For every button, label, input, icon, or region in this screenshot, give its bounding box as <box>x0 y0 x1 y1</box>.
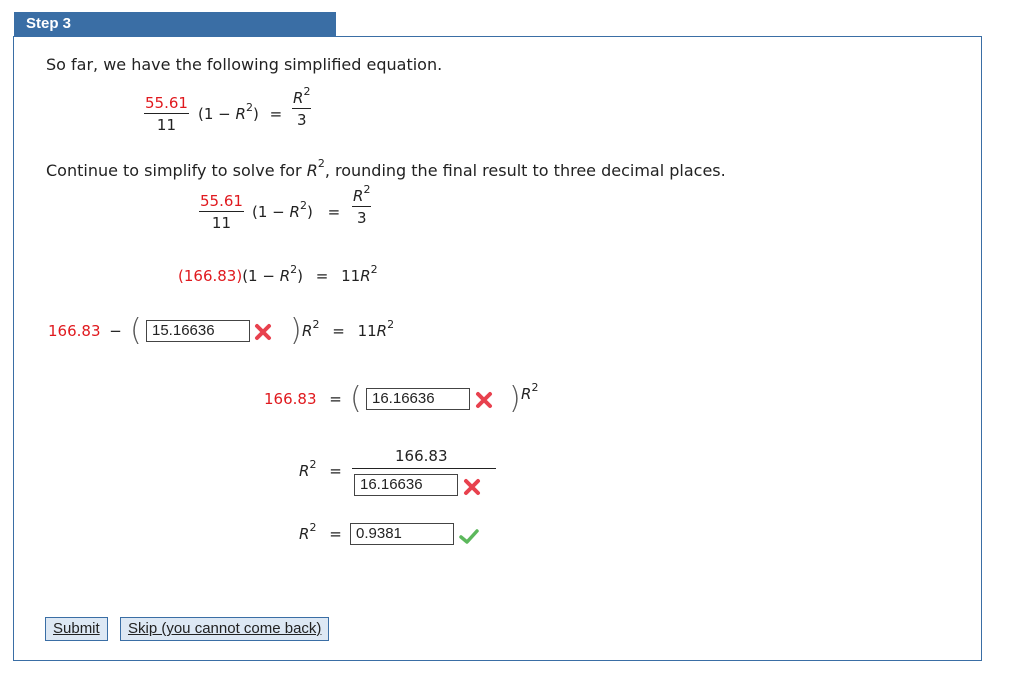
answer-input-4[interactable]: 0.9381 <box>350 523 454 545</box>
factor-expression: $(1 - R^2)$ = <box>198 101 283 123</box>
fraction-denominator: 11 <box>156 116 177 134</box>
intro-text: So far, we have the following simplified equation. <box>46 55 443 74</box>
skip-button[interactable]: Skip (you cannot come back) <box>120 617 329 641</box>
fraction-bar <box>352 468 496 469</box>
right-paren: ) <box>509 381 521 416</box>
factor-expression: $(1 - R^2)$ = <box>252 199 341 221</box>
lhs-value: 166.83 <box>264 390 317 408</box>
left-paren: ( <box>130 313 142 348</box>
step-header: Step 3 <box>14 12 336 36</box>
answer-input-3[interactable]: 16.16636 <box>354 474 458 496</box>
lhs-value: 166.83 <box>48 322 101 340</box>
step-panel: So far, we have the following simplified equation. 55.61 11 $(1 - R^2)$ = $R^2$ 3 Continue to simplify to solve for $R^2$, rounding the final result to three decimal places. 55.61 11 $(1 - R^2)$ = $R^2$ 3 $(166.83)(1 - R^2) = 11R^2$ 166.83 − ( 15.16636 ) $R^2 = 11R^2$ 166.83 = ( 16.16636 ) $R^2$ $R^2$ = 166.83 16.16636 $R^2$ = 0.9381 <box>13 36 982 661</box>
check-mark-icon <box>458 527 480 545</box>
submit-button[interactable]: Submit <box>45 617 108 641</box>
numerator-value: 166.83 <box>395 447 448 465</box>
fraction-numerator: 55.61 <box>145 94 188 112</box>
instruction-text: Continue to simplify to solve for $R^2$, rounding the final result to three decimal places. <box>46 157 726 180</box>
x-mark-icon <box>463 478 481 496</box>
answer-input-1[interactable]: 15.16636 <box>146 320 250 342</box>
x-mark-icon <box>254 323 272 341</box>
fraction-lhs <box>144 94 189 134</box>
left-paren: ( <box>350 381 362 416</box>
right-paren: ) <box>290 313 302 348</box>
x-mark-icon <box>475 391 493 409</box>
equation-step-2: $(166.83)(1 - R^2) = 11R^2$ <box>178 263 378 285</box>
answer-input-2[interactable]: 16.16636 <box>366 388 470 410</box>
fraction-rhs: $R^2$ 3 <box>353 183 371 227</box>
fraction-lhs: 55.61 11 <box>200 192 243 232</box>
fraction-rhs: $R^2$ 3 <box>293 85 311 129</box>
